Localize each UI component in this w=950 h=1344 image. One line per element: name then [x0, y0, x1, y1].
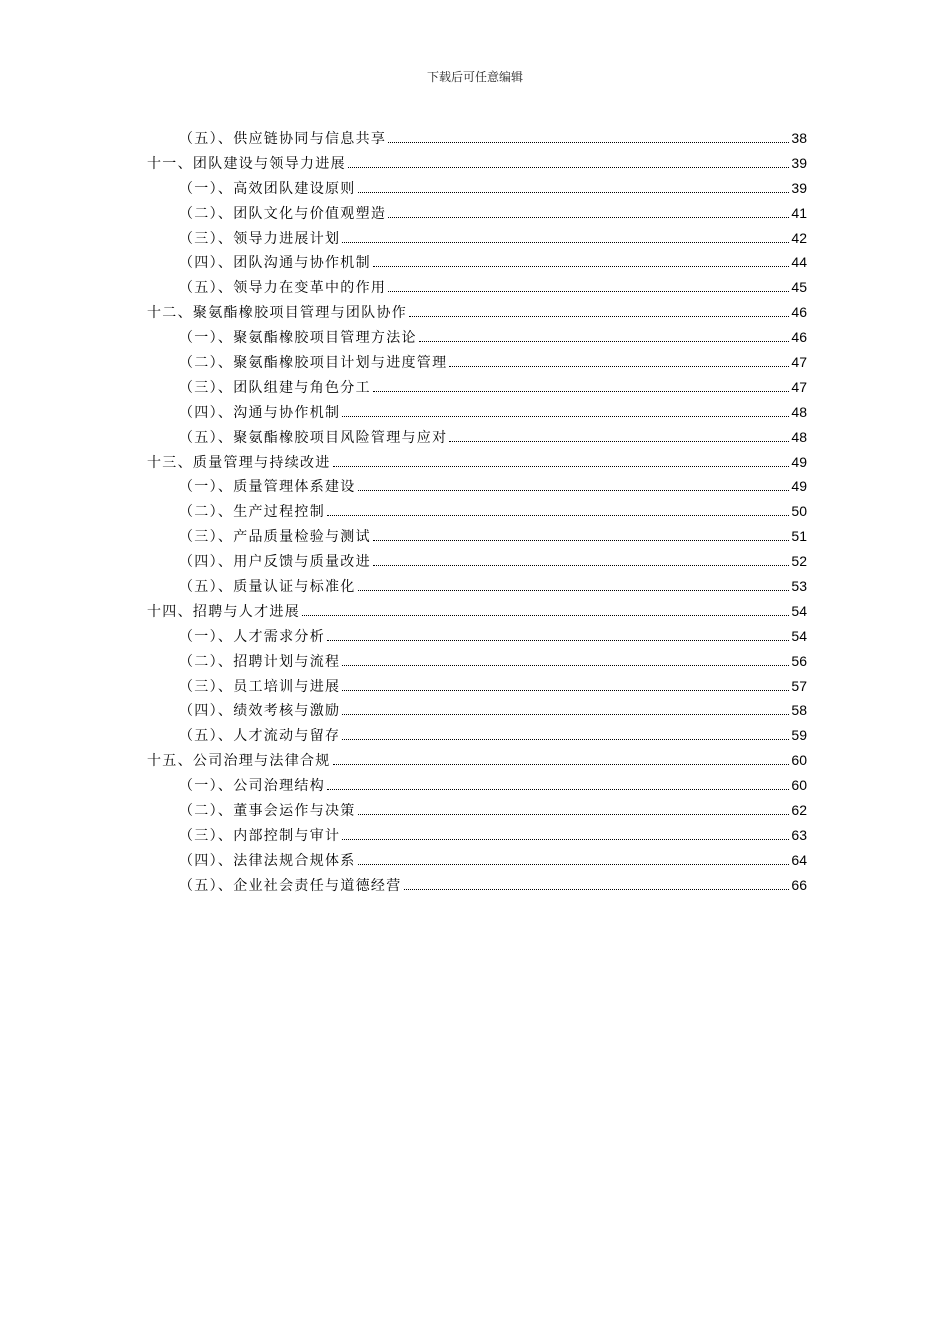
toc-dot-leader [409, 316, 789, 317]
toc-entry[interactable] [147, 549, 807, 574]
toc-entry[interactable] [147, 375, 807, 400]
toc-page-number: 58 [791, 702, 807, 719]
toc-dot-leader [373, 565, 790, 566]
toc-dot-leader [327, 515, 789, 516]
toc-entry-title: （一）、公司治理结构 [179, 778, 325, 795]
toc-dot-leader [358, 590, 790, 591]
toc-entry[interactable] [147, 151, 807, 176]
toc-entry[interactable] [147, 649, 807, 674]
toc-page-number: 51 [791, 528, 807, 545]
toc-dot-leader [342, 690, 789, 691]
toc-entry-title: （四）、沟通与协作机制 [179, 404, 341, 421]
toc-page-number: 66 [791, 876, 807, 893]
toc-entry[interactable] [147, 524, 807, 549]
toc-entry[interactable] [147, 698, 807, 723]
toc-entry[interactable] [147, 450, 807, 475]
toc-dot-leader [333, 466, 790, 467]
toc-entry-title: 十一、团队建设与领导力进展 [147, 155, 346, 172]
toc-entry-title: （五）、领导力在变革中的作用 [179, 280, 387, 297]
toc-page-number: 57 [791, 677, 807, 694]
toc-entry[interactable] [147, 400, 807, 425]
toc-entry-title: （五）、质量认证与标准化 [179, 579, 356, 596]
page-header: 下载后可任意编辑 [426, 70, 523, 84]
toc-entry[interactable] [147, 823, 807, 848]
toc-page-number: 59 [791, 727, 807, 744]
toc-entry-title: （一）、高效团队建设原则 [179, 180, 356, 197]
toc-dot-leader [388, 142, 789, 143]
toc-dot-leader [404, 889, 790, 890]
toc-page-number: 41 [791, 204, 807, 221]
toc-dot-leader [388, 291, 789, 292]
toc-dot-leader [342, 739, 789, 740]
toc-dot-leader [342, 665, 789, 666]
toc-page-number: 63 [791, 826, 807, 843]
toc-entry-title: （一）、聚氨酯橡胶项目管理方法论 [179, 330, 417, 347]
toc-page-number: 46 [791, 304, 807, 321]
toc-page-number: 56 [791, 652, 807, 669]
toc-entry[interactable] [147, 275, 807, 300]
toc-dot-leader [358, 814, 790, 815]
toc-entry-title: （四）、团队沟通与协作机制 [179, 255, 371, 272]
toc-entry[interactable] [147, 674, 807, 699]
toc-page-number: 48 [791, 403, 807, 420]
toc-entry[interactable] [147, 574, 807, 599]
toc-dot-leader [358, 864, 790, 865]
toc-entry-title: （五）、聚氨酯橡胶项目风险管理与应对 [179, 429, 448, 446]
toc-entry[interactable] [147, 748, 807, 773]
toc-dot-leader [342, 242, 789, 243]
toc-page-number: 42 [791, 229, 807, 246]
toc-entry-title: （二）、生产过程控制 [179, 504, 325, 521]
toc-entry-title: （五）、人才流动与留存 [179, 728, 341, 745]
toc-entry[interactable] [147, 126, 807, 151]
toc-page-number: 54 [791, 627, 807, 644]
toc-dot-leader [333, 764, 790, 765]
toc-dot-leader [342, 416, 789, 417]
toc-dot-leader [373, 540, 790, 541]
toc-entry[interactable] [147, 226, 807, 251]
toc-page-number: 49 [791, 453, 807, 470]
toc-entry-title: （二）、团队文化与价值观塑造 [179, 205, 387, 222]
toc-entry[interactable] [147, 176, 807, 201]
toc-entry[interactable] [147, 474, 807, 499]
toc-entry-title: （四）、用户反馈与质量改进 [179, 554, 371, 571]
toc-entry[interactable] [147, 599, 807, 624]
toc-entry-title: （一）、质量管理体系建设 [179, 479, 356, 496]
toc-dot-leader [327, 640, 789, 641]
toc-entry[interactable] [147, 201, 807, 226]
toc-dot-leader [348, 167, 790, 168]
toc-entry-title: （二）、招聘计划与流程 [179, 653, 341, 670]
toc-entry[interactable] [147, 624, 807, 649]
toc-entry-title: （三）、内部控制与审计 [179, 827, 341, 844]
toc-entry[interactable] [147, 499, 807, 524]
toc-page-number: 47 [791, 378, 807, 395]
toc-entry[interactable] [147, 325, 807, 350]
toc-entry[interactable] [147, 873, 807, 898]
toc-dot-leader [302, 615, 789, 616]
toc-entry-title: （一）、人才需求分析 [179, 628, 325, 645]
toc-page-number: 64 [791, 851, 807, 868]
toc-page-number: 50 [791, 503, 807, 520]
toc-entry[interactable] [147, 773, 807, 798]
toc-page-number: 46 [791, 329, 807, 346]
toc-dot-leader [419, 341, 790, 342]
toc-entry-title: （五）、企业社会责任与道德经营 [179, 877, 402, 894]
toc-page-number: 60 [791, 752, 807, 769]
toc-dot-leader [342, 714, 789, 715]
toc-dot-leader [449, 366, 789, 367]
toc-entry-title: （二）、董事会运作与决策 [179, 803, 356, 820]
toc-page-number: 49 [791, 478, 807, 495]
toc-entry-title: 十四、招聘与人才进展 [147, 603, 300, 620]
toc-page-number: 60 [791, 777, 807, 794]
toc-entry-title: （四）、法律法规合规体系 [179, 852, 356, 869]
toc-entry-title: 十二、聚氨酯橡胶项目管理与团队协作 [147, 305, 408, 322]
toc-page-number: 44 [791, 254, 807, 271]
toc-entry[interactable] [147, 848, 807, 873]
toc-dot-leader [342, 839, 789, 840]
toc-page-number: 45 [791, 279, 807, 296]
toc-dot-leader [358, 192, 790, 193]
toc-page-number: 53 [791, 578, 807, 595]
toc-entry[interactable] [147, 250, 807, 275]
toc-dot-leader [388, 217, 789, 218]
toc-entry[interactable] [147, 350, 807, 375]
toc-page-number: 54 [791, 602, 807, 619]
toc-entry-title: （三）、产品质量检验与测试 [179, 529, 371, 546]
toc-entry-title: （三）、领导力进展计划 [179, 230, 341, 247]
toc-dot-leader [358, 490, 790, 491]
toc-page-number: 62 [791, 802, 807, 819]
toc-page-number: 52 [791, 553, 807, 570]
toc-page-number: 38 [791, 130, 807, 146]
toc-entry-title: （五）、供应链协同与信息共享 [179, 131, 387, 147]
toc-entry-title: 十三、质量管理与持续改进 [147, 454, 331, 471]
toc-dot-leader [373, 391, 790, 392]
toc-entry-title: （二）、聚氨酯橡胶项目计划与进度管理 [179, 355, 448, 372]
toc-entry-title: （三）、员工培训与进展 [179, 678, 341, 695]
toc-page-number: 39 [791, 154, 807, 171]
toc-entry[interactable] [147, 425, 807, 450]
toc-dot-leader [449, 441, 789, 442]
toc-entry-title: 十五、公司治理与法律合规 [147, 753, 331, 770]
toc-page-number: 47 [791, 354, 807, 371]
toc-entry[interactable] [147, 723, 807, 748]
toc-dot-leader [373, 266, 790, 267]
table-of-contents [147, 126, 807, 898]
toc-page-number: 39 [791, 179, 807, 196]
toc-page-number: 48 [791, 428, 807, 445]
toc-entry-title: （四）、绩效考核与激励 [179, 703, 341, 720]
toc-dot-leader [327, 789, 789, 790]
toc-entry[interactable] [147, 300, 807, 325]
toc-entry[interactable] [147, 798, 807, 823]
toc-entry-title: （三）、团队组建与角色分工 [179, 379, 371, 396]
